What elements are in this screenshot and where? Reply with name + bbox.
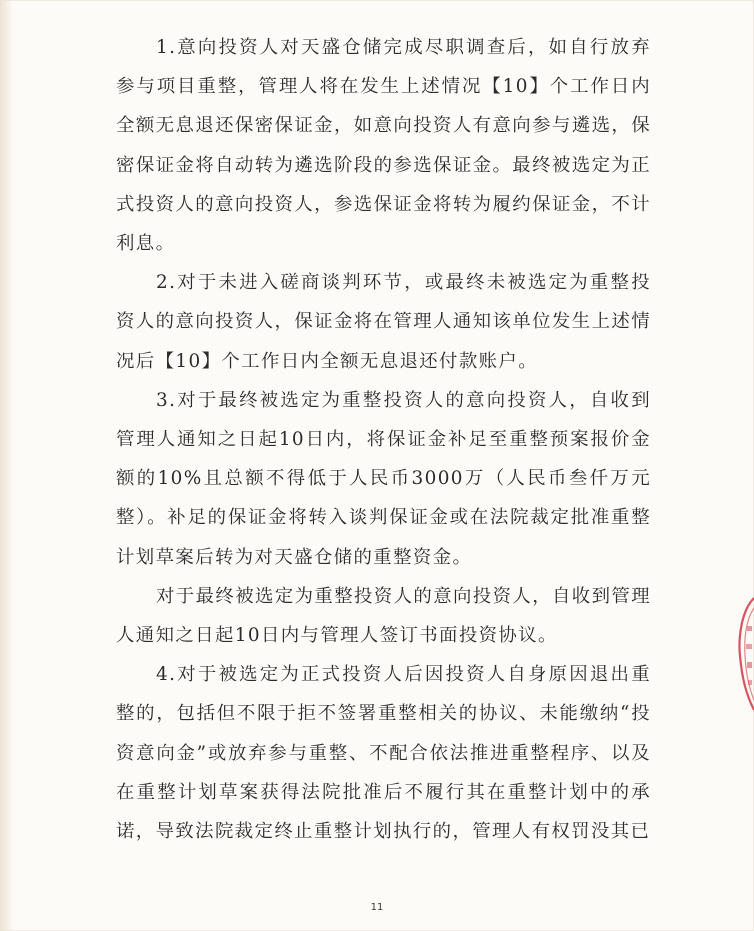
paragraph-4: 对于最终被选定为重整投资人的意向投资人，自收到管理人通知之日起10日内与管理人签订书面投资协议。: [116, 585, 651, 647]
paragraph-5: 4.对于被选定为正式投资人后因投资人自身原因退出重整的，包括但不限于拒不签署重整相关的协议、未能缴纳“投资意向金”或放弃参与重整、不配合依法推进重整程序、以及在重整计划草案获得法院批准后不履行其在重整计划中的承诺，导致法院裁定终止重整计划执行的，管理人有权罚没其已: [116, 664, 651, 843]
page-edge-shadow: [0, 0, 14, 931]
paragraph-3: 3.对于最终被选定为重整投资人的意向投资人，自收到管理人通知之日起10日内，将保证金补足至重整预案报价金额的10%且总额不得低于人民币3000万（人民币叁仟万元整）。补足的保证金将转入谈判保证金或在法院裁定批准重整计划草案后转为对天盛仓储的重整资金。: [116, 389, 651, 568]
document-body: [116, 28, 651, 851]
paragraph-1: 1.意向投资人对天盛仓储完成尽职调查后，如自行放弃参与项目重整，管理人将在发生上述情况【10】个工作日内全额无息退还保密保证金，如意向投资人有意向参与遴选，保密保证金将自动转为遴选阶段的参选保证金。最终被选定为正式投资人的意向投资人，参选保证金将转为履约保证金，不计利息。: [116, 37, 651, 255]
page-number: 11: [370, 902, 384, 913]
seal-icon: [736, 596, 754, 714]
red-seal-stamp: [736, 596, 754, 714]
paragraph-2: 2.对于未进入磋商谈判环节，或最终未被选定为重整投资人的意向投资人，保证金将在管理人通知该单位发生上述情况后【10】个工作日内全额无息退还付款账户。: [116, 272, 651, 372]
